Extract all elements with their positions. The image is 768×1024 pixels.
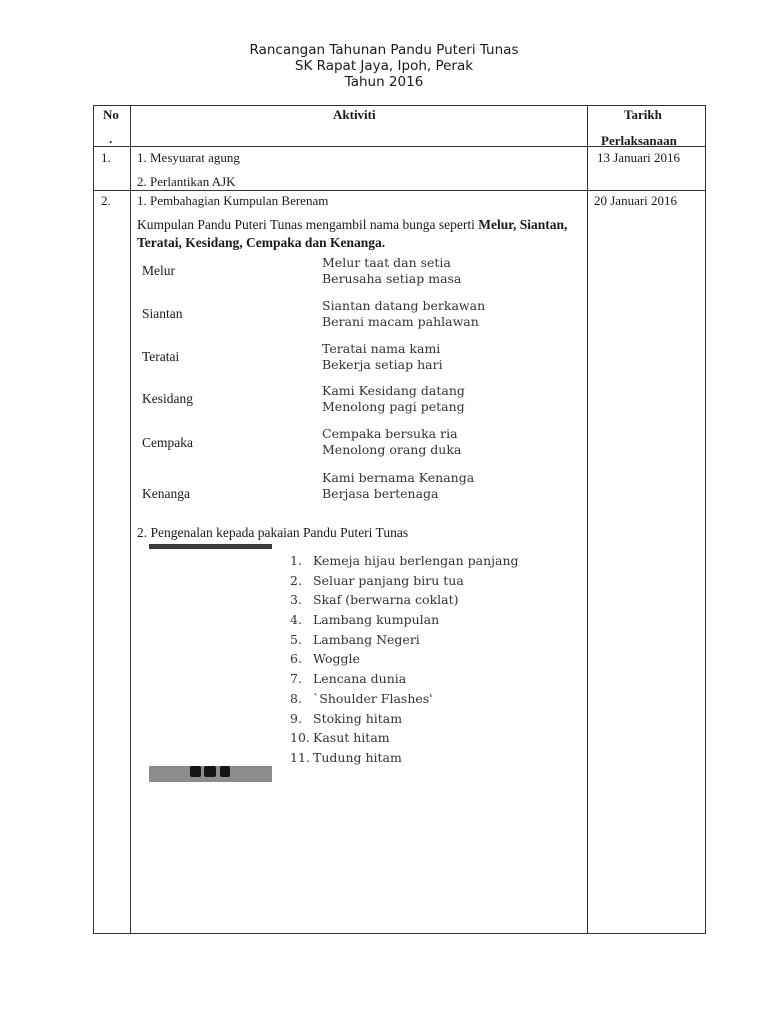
group-name: Siantan [142, 306, 183, 321]
list-item [290, 709, 519, 729]
motto-line: Berusaha setiap masa [322, 271, 462, 286]
list-item [290, 649, 519, 669]
group-name: Teratai [142, 349, 180, 364]
list-text: Seluar panjang biru tua [313, 572, 464, 588]
row-number: 2. [101, 193, 111, 208]
uniform-list [290, 551, 519, 768]
group-name: Melur [142, 263, 175, 278]
list-number: 3. [290, 592, 302, 608]
list-text: Stoking hitam [313, 710, 403, 726]
row-date: 20 Januari 2016 [594, 193, 678, 208]
motto-line: Berjasa bertenaga [322, 486, 439, 501]
list-text: Lencana dunia [313, 671, 407, 687]
activity-item: 1. Mesyuarat agung [137, 150, 240, 165]
activity-item: 2. Pengenalan kepada pakaian Pandu Puteri Tunas [137, 525, 409, 540]
list-item [290, 630, 519, 650]
list-number: 1. [290, 553, 302, 568]
list-item [290, 669, 519, 689]
list-number: 8. [290, 690, 302, 706]
uniform-image-top [149, 544, 272, 549]
list-number: 11. [290, 749, 310, 765]
group-motto [322, 470, 474, 502]
group-name: Kenanga [142, 486, 190, 501]
list-text: Lambang kumpulan [313, 612, 440, 628]
header-date: Tarikh [624, 107, 662, 122]
motto-line: Teratai nama kami [322, 341, 441, 356]
motto-line: Berani macam pahlawan [322, 314, 479, 329]
motto-line: Cempaka bersuka ria [322, 426, 458, 441]
list-item [290, 689, 519, 709]
motto-line: Melur taat dan setia [322, 255, 451, 270]
motto-line: Siantan datang berkawan [322, 298, 486, 313]
group-intro [137, 216, 582, 252]
row-number: 1. [101, 150, 111, 165]
group-intro-text: Kumpulan Pandu Puteri Tunas mengambil nama bunga seperti [137, 217, 479, 232]
header-date-2: Perlaksanaan [601, 133, 677, 148]
motto-line: Bekerja setiap hari [322, 357, 443, 372]
list-item [290, 571, 519, 591]
school-name: SK Rapat Jaya, Ipoh, Perak [294, 58, 474, 74]
list-number: 7. [290, 671, 302, 687]
list-text: Tudung hitam [313, 749, 402, 765]
document-year: Tahun 2016 [344, 74, 424, 90]
group-motto [322, 383, 465, 415]
list-number: 9. [290, 710, 302, 726]
motto-line: Kami Kesidang datang [322, 383, 465, 398]
list-number: 10. [290, 730, 310, 746]
list-item [290, 590, 519, 610]
list-text: Skaf (berwarna coklat) [313, 592, 459, 608]
header-no-dot: . [109, 131, 113, 146]
list-text: Kasut hitam [313, 730, 390, 746]
document-title: Rancangan Tahunan Pandu Puteri Tunas [249, 42, 519, 58]
list-number: 5. [290, 631, 302, 647]
motto-line: Kami bernama Kenanga [322, 470, 475, 485]
list-number: 6. [290, 651, 302, 667]
document-header [0, 42, 768, 90]
list-text: Lambang Negeri [313, 631, 420, 647]
list-text: `Shoulder Flashes' [313, 690, 433, 706]
row-divider [94, 190, 705, 191]
column-divider [587, 106, 588, 933]
row-date: 13 Januari 2016 [597, 150, 681, 165]
list-text: Woggle [313, 651, 360, 667]
group-motto [322, 255, 461, 287]
list-number: 2. [290, 572, 302, 588]
uniform-image-bottom [149, 766, 272, 782]
motto-line: Menolong orang duka [322, 442, 462, 457]
group-intro-names: Melur, Siantan, Teratai, Kesidang, Cempaka dan Kenanga. [137, 217, 568, 250]
group-name: Kesidang [142, 391, 193, 406]
shoe-shape [204, 766, 216, 777]
group-motto [322, 426, 461, 458]
group-motto [322, 341, 443, 373]
list-item [290, 748, 519, 768]
activity-item: 1. Pembahagian Kumpulan Berenam [137, 193, 329, 208]
shoe-shape [220, 766, 230, 777]
column-divider [130, 106, 131, 933]
header-no: No [103, 107, 119, 122]
list-text: Kemeja hijau berlengan panjang [313, 553, 519, 568]
list-item [290, 551, 519, 571]
list-item [290, 728, 519, 748]
shoe-shape [190, 766, 201, 777]
group-name: Cempaka [142, 435, 193, 450]
group-motto [322, 298, 485, 330]
list-number: 4. [290, 612, 302, 628]
motto-line: Menolong pagi petang [322, 399, 465, 414]
activity-item: 2. Perlantikan AJK [137, 174, 236, 189]
list-item [290, 610, 519, 630]
header-activity: Aktiviti [333, 107, 376, 122]
